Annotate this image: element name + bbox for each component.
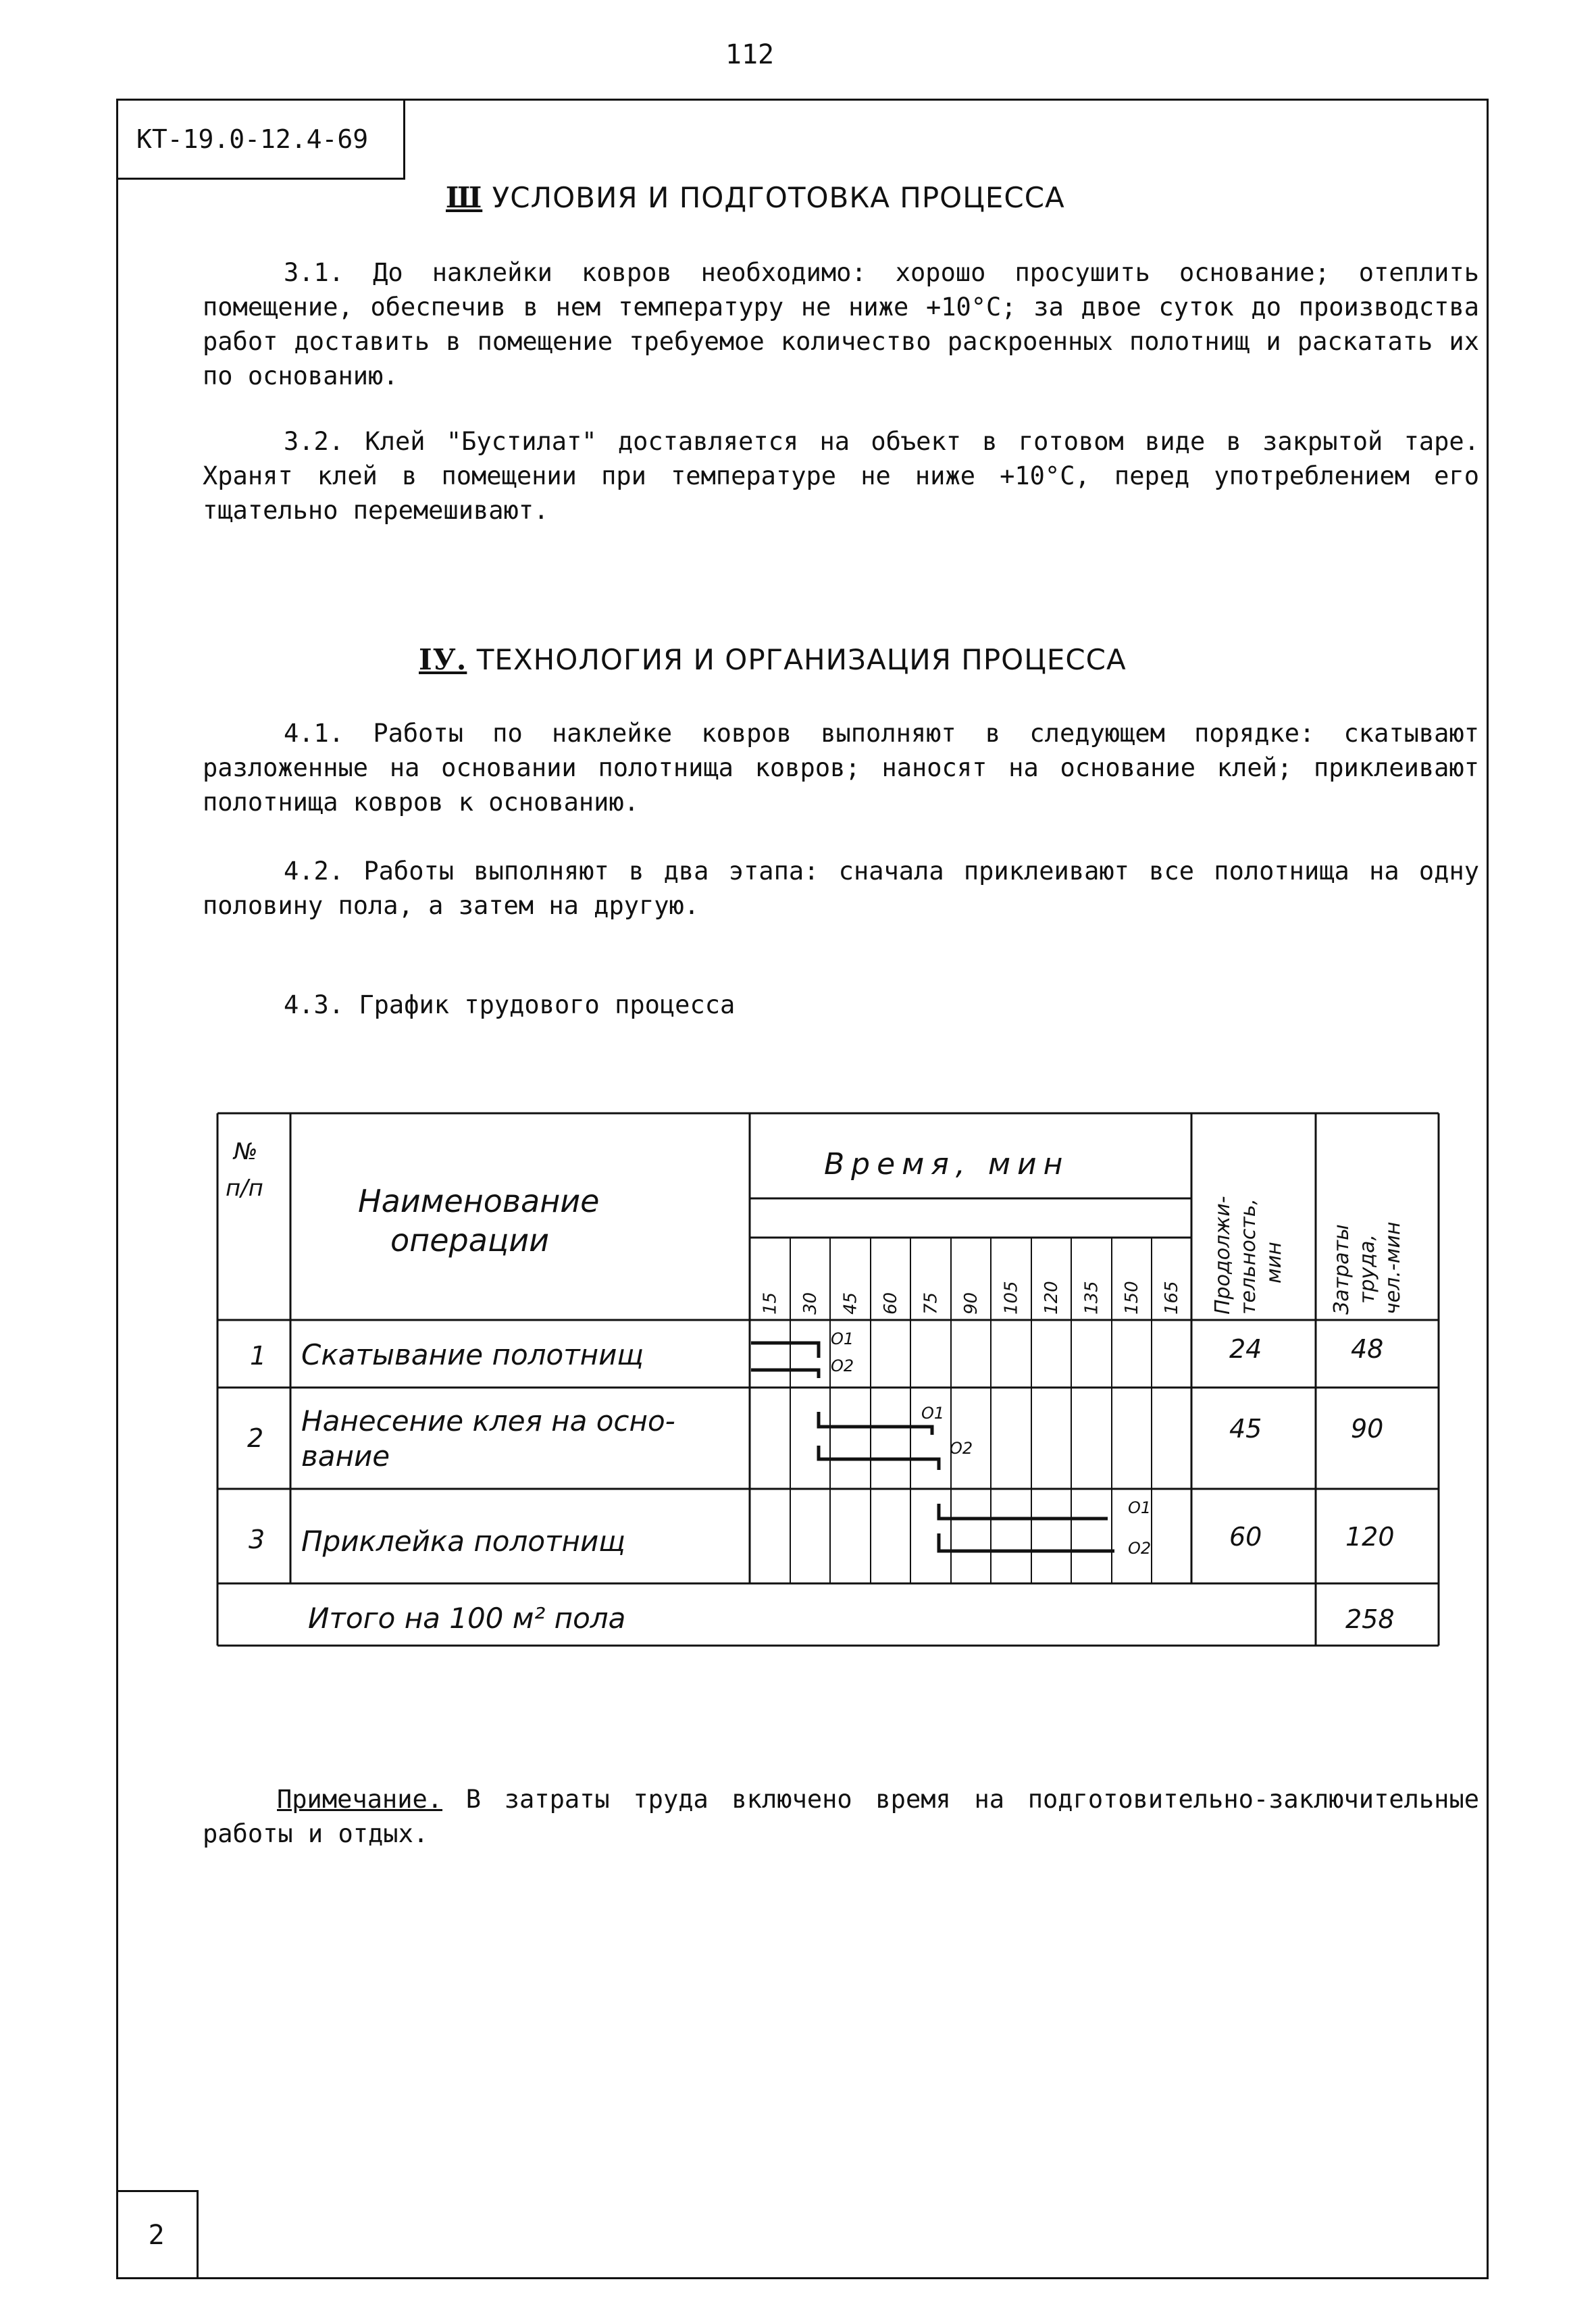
header-name-l2: операции xyxy=(390,1222,550,1259)
paragraph-4-3: 4.3. График трудового процесса xyxy=(284,990,736,1019)
total-value: 258 xyxy=(1345,1604,1395,1634)
row-3-bar-worker-1 xyxy=(939,1504,1108,1519)
row-1-duration: 24 xyxy=(1229,1334,1262,1364)
header-duration-l3: мин xyxy=(1262,1242,1286,1283)
row-2-name-l2: вание xyxy=(301,1440,390,1473)
header-name-l1: Наименование xyxy=(358,1183,600,1219)
note xyxy=(203,1782,1479,1851)
row-1-name: Скатывание полотнищ xyxy=(301,1338,644,1371)
row-1-bar-worker-2 xyxy=(751,1370,819,1378)
time-tick-90: 90 xyxy=(960,1292,981,1315)
row-3-name: Приклейка полотнищ xyxy=(301,1525,625,1558)
gantt-bars xyxy=(751,1343,1114,1551)
row-1-worker-2-label: О2 xyxy=(831,1356,854,1375)
sheet-number: 2 xyxy=(116,2190,199,2279)
paragraph-4-2: 4.2. Работы выполняют в два этапа: сначала приклеивают все полотнища на одну половину пола, а затем на другую. xyxy=(203,857,1479,920)
time-tick-30: 30 xyxy=(800,1292,821,1315)
row-2-worker-2-label: О2 xyxy=(950,1439,973,1458)
time-tick-165: 165 xyxy=(1162,1281,1183,1315)
time-tick-135: 135 xyxy=(1081,1281,1102,1315)
section-4-roman: IУ. xyxy=(419,643,467,676)
time-tick-60: 60 xyxy=(881,1292,902,1315)
time-tick-75: 75 xyxy=(921,1292,942,1315)
header-num-l1: № xyxy=(234,1138,258,1165)
header-duration-l1: Продолжи- xyxy=(1211,1196,1235,1315)
section-3-title: УСЛОВИЯ И ПОДГОТОВКА ПРОЦЕССА xyxy=(492,181,1065,214)
row-3-labor: 120 xyxy=(1345,1522,1395,1552)
row-2-duration: 45 xyxy=(1229,1414,1262,1444)
row-2-name-l1: Нанесение клея на осно- xyxy=(301,1404,675,1438)
total-label: Итого на 100 м² пола xyxy=(308,1602,626,1635)
header-num-l2: п/п xyxy=(226,1175,263,1202)
paragraph-4-1: 4.1. Работы по наклейке ковров выполняют в следующем порядке: скатывают разложенные на основании полотнища ковров; наносят на основание клей; приклеивают полотнища ковров к основанию. xyxy=(203,719,1479,817)
time-tick-105: 105 xyxy=(1001,1281,1022,1315)
row-3-duration: 60 xyxy=(1229,1522,1262,1552)
time-ticks xyxy=(761,1281,1183,1315)
time-tick-150: 150 xyxy=(1121,1281,1142,1315)
section-3-roman: Ш xyxy=(446,181,483,214)
document-code: КТ-19.0-12.4-69 xyxy=(116,99,405,180)
section-4-title: ТЕХНОЛОГИЯ И ОРГАНИЗАЦИЯ ПРОЦЕССА xyxy=(476,643,1127,676)
header-labor-l2: труда, xyxy=(1356,1234,1379,1304)
row-1-num: 1 xyxy=(250,1341,267,1371)
note-label: Примечание. xyxy=(277,1785,443,1814)
header-labor-l1: Затраты xyxy=(1330,1224,1354,1315)
row-1-bar-worker-1 xyxy=(751,1343,819,1358)
row-2-num: 2 xyxy=(247,1423,264,1453)
time-tick-45: 45 xyxy=(840,1292,861,1315)
row-2-labor: 90 xyxy=(1351,1414,1384,1444)
row-2-worker-1-label: О1 xyxy=(921,1404,945,1423)
page-number: 112 xyxy=(725,39,775,70)
time-tick-120: 120 xyxy=(1041,1281,1062,1315)
header-duration-l2: тельность, xyxy=(1237,1198,1260,1315)
row-1-labor: 48 xyxy=(1351,1334,1384,1364)
header-labor-l3: чел.-мин xyxy=(1381,1221,1405,1315)
time-tick-15: 15 xyxy=(760,1292,781,1315)
row-3-worker-1-label: О1 xyxy=(1128,1498,1152,1517)
row-2-bar-worker-2 xyxy=(819,1446,939,1470)
row-3-bar-worker-2 xyxy=(939,1533,1114,1551)
header-time: Время, мин xyxy=(824,1147,1070,1181)
row-3-worker-2-label: О2 xyxy=(1128,1539,1152,1558)
paragraph-3-1: 3.1. До наклейки ковров необходимо: хорошо просушить основание; отеплить помещение, обеспечив в нем температуру не ниже +10°С; за двое суток до производства работ доставить в помещение требуемое количество раскроенных полотнищ и раскатать их по основанию. xyxy=(203,258,1479,390)
row-2-bar-worker-1 xyxy=(819,1412,932,1435)
paragraph-3-2: 3.2. Клей "Бустилат" доставляется на объект в готовом виде в закрытой таре. Хранят клей в помещении при температуре не ниже +10°С, перед употреблением его тщательно перемешивают. xyxy=(203,427,1479,525)
note-text: В затраты труда включено время на подготовительно-заключительные работы и отдых. xyxy=(203,1785,1480,1848)
row-3-num: 3 xyxy=(249,1525,265,1554)
row-1-worker-1-label: О1 xyxy=(831,1329,854,1348)
